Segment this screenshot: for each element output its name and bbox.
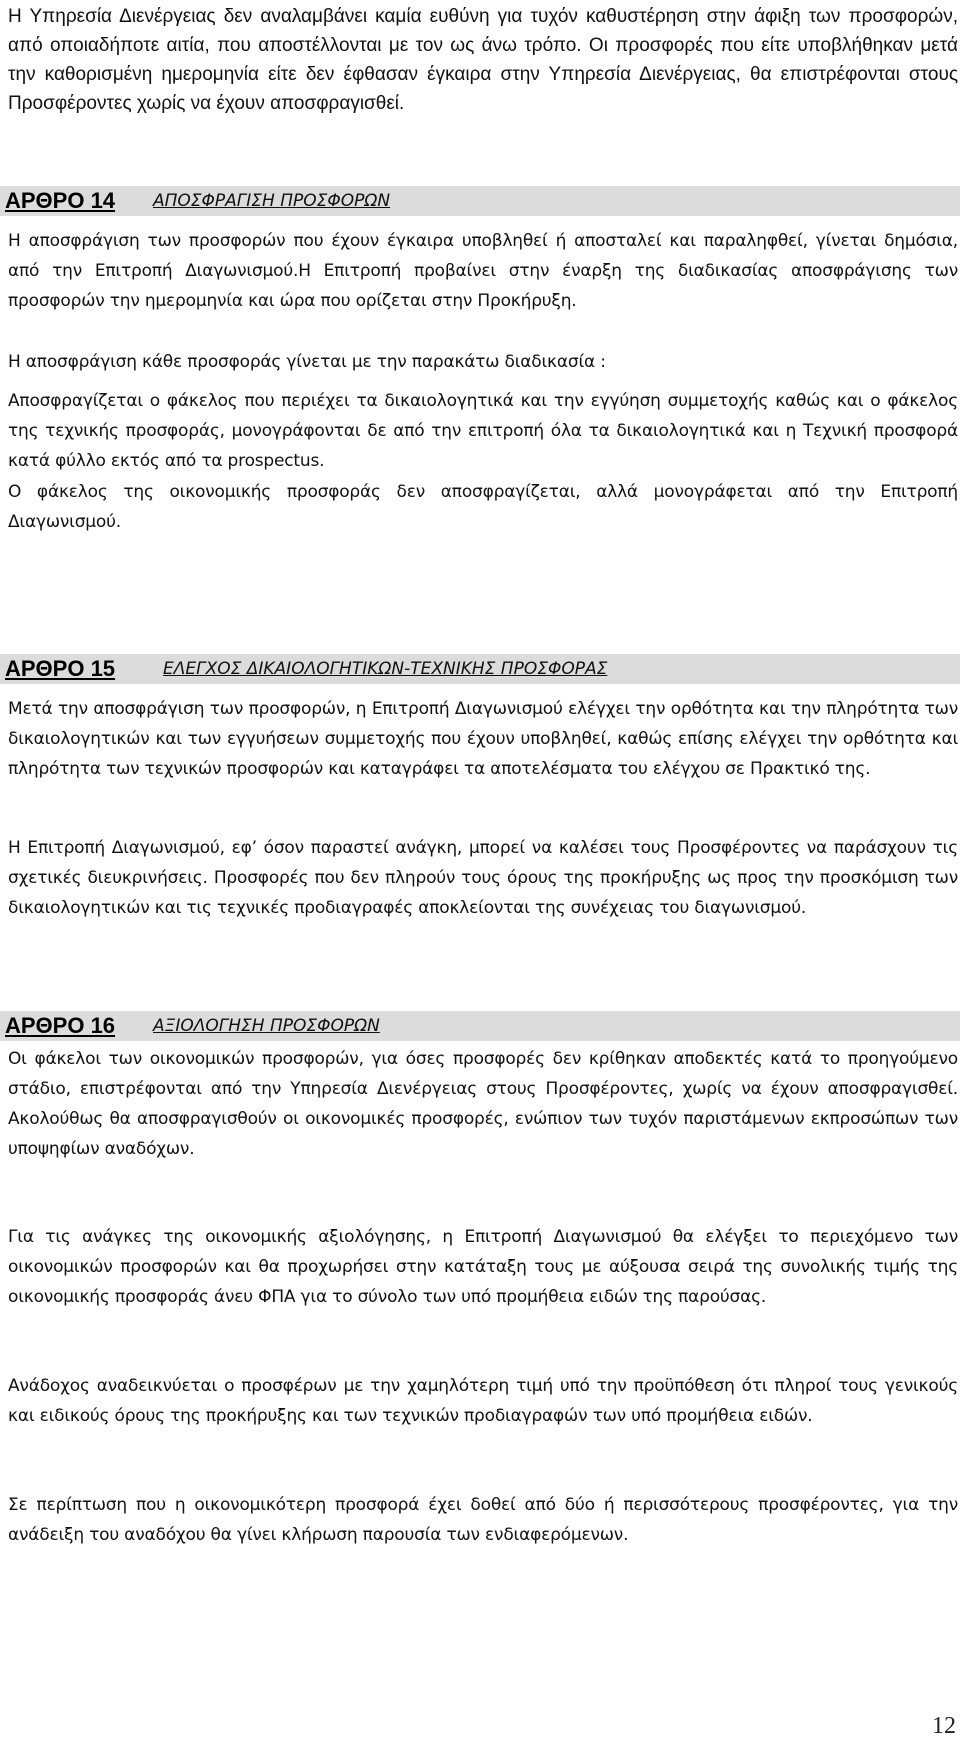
article-14-paragraph-1: Η αποσφράγιση των προσφορών που έχουν έγκαιρα υποβληθεί ή αποσταλεί και παραληφθεί, γίνεται δημόσια, από την Επιτροπή Διαγωνισμού.Η Επιτροπή προβαίνει στην έναρξη της διαδικασίας αποσφράγισης των προσφορών την ημερομηνία και ώρα που ορίζεται στην Προκήρυξη. bbox=[8, 231, 958, 311]
article-16-paragraph-1: Οι φάκελοι των οικονομικών προσφορών, για όσες προσφορές δεν κρίθηκαν αποδεκτές κατά το προηγούμενο στάδιο, επιστρέφονται από την Υπηρεσία Διενέργειας στους Προσφέροντες, χωρίς να έχουν αποσφραγισθεί. Ακολούθως θα αποσφραγισθούν οι οικονομικές προσφορές, ενώπιον των τυχόν παριστάμενων εκπροσώπων των υποψηφίων αναδόχων. bbox=[8, 1049, 958, 1159]
article-15-number: ΑΡΘΡΟ 15 bbox=[5, 656, 116, 681]
article-15-title: ΕΛΕΓΧΟΣ ΔΙΚΑΙΟΛΟΓΗΤΙΚΩΝ-ΤΕΧΝΙΚΗΣ ΠΡΟΣΦΟΡΑΣ bbox=[163, 659, 608, 679]
article-16-paragraph-2: Για τις ανάγκες της οικονομικής αξιολόγησης, η Επιτροπή Διαγωνισμού θα ελέγξει το περιεχόμενο των οικονομικών προσφορών και θα προχωρήσει στην κατάταξη τους με αύξουσα σειρά της συνολικής τιμής της οικονομικής προσφοράς άνευ ΦΠΑ για το σύνολο των υπό προμήθεια ειδών της παρούσας. bbox=[8, 1227, 958, 1307]
article-16-number: ΑΡΘΡΟ 16 bbox=[5, 1013, 116, 1038]
article-15-heading bbox=[0, 654, 960, 684]
article-14-number: ΑΡΘΡΟ 14 bbox=[5, 188, 116, 213]
article-15-paragraph-2: Η Επιτροπή Διαγωνισμού, εφ’ όσον παραστεί ανάγκη, μπορεί να καλέσει τους Προσφέροντες να παράσχουν τις σχετικές διευκρινήσεις. Προσφορές που δεν πληρούν τους όρους της προκήρυξης ως προς την προσκόμιση των δικαιολογητικών και τις τεχνικές προδιαγραφές αποκλείονται της συνέχειας του διαγωνισμού. bbox=[8, 838, 958, 918]
article-14-paragraph-2: Η αποσφράγιση κάθε προσφοράς γίνεται με την παρακάτω διαδικασία : bbox=[8, 352, 606, 372]
intro-paragraph: Η Υπηρεσία Διενέργειας δεν αναλαμβάνει καμία ευθύνη για τυχόν καθυστέρηση στην άφιξη των προσφορών, από οποιαδήποτε αιτία, που αποστέλλονται με τον ως άνω τρόπο. Οι προσφορές που είτε υποβλήθηκαν μετά την καθορισμένη ημερομηνία είτε δεν έφθασαν έγκαιρα στην Υπηρεσία Διενέργειας, θα επιστρέφονται στους Προσφέροντες χωρίς να έχουν αποσφραγισθεί. bbox=[8, 6, 958, 114]
article-16-title: ΑΞΙΟΛΟΓΗΣΗ ΠΡΟΣΦΟΡΩΝ bbox=[153, 1016, 380, 1036]
article-14-title: ΑΠΟΣΦΡΑΓΙΣΗ ΠΡΟΣΦΟΡΩΝ bbox=[153, 191, 391, 211]
page-number: 12 bbox=[932, 1713, 956, 1739]
article-14-paragraph-4: Ο φάκελος της οικονομικής προσφοράς δεν αποσφραγίζεται, αλλά μονογράφεται από την Επιτροπή Διαγωνισμού. bbox=[8, 482, 958, 532]
article-14-paragraph-3: Αποσφραγίζεται ο φάκελος που περιέχει τα δικαιολογητικά και την εγγύηση συμμετοχής καθώς και ο φάκελος της τεχνικής προσφοράς, μονογράφονται δε από την επιτροπή όλα τα δικαιολογητικά και η Τεχνική προσφορά κατά φύλλο εκτός από τα prospectus. bbox=[8, 391, 958, 471]
article-14-heading bbox=[0, 186, 960, 216]
article-16-paragraph-4: Σε περίπτωση που η οικονομικότερη προσφορά έχει δοθεί από δύο ή περισσότερους προσφέροντες, για την ανάδειξη του αναδόχου θα γίνει κλήρωση παρουσία των ενδιαφερόμενων. bbox=[8, 1495, 958, 1545]
article-15-paragraph-1: Μετά την αποσφράγιση των προσφορών, η Επιτροπή Διαγωνισμού ελέγχει την ορθότητα και την πληρότητα των δικαιολογητικών και των εγγυήσεων συμμετοχής που έχουν υποβληθεί, καθώς επίσης ελέγχει την ορθότητα και πληρότητα των τεχνικών προσφορών και καταγράφει τα αποτελέσματα του ελέγχου σε Πρακτικό της. bbox=[8, 699, 958, 779]
article-16-paragraph-3: Ανάδοχος αναδεικνύεται ο προσφέρων με την χαμηλότερη τιμή υπό την προϋπόθεση ότι πληροί τους γενικούς και ειδικούς όρους της προκήρυξης και των τεχνικών προδιαγραφών των υπό προμήθεια ειδών. bbox=[8, 1376, 958, 1426]
article-16-heading bbox=[0, 1011, 960, 1041]
